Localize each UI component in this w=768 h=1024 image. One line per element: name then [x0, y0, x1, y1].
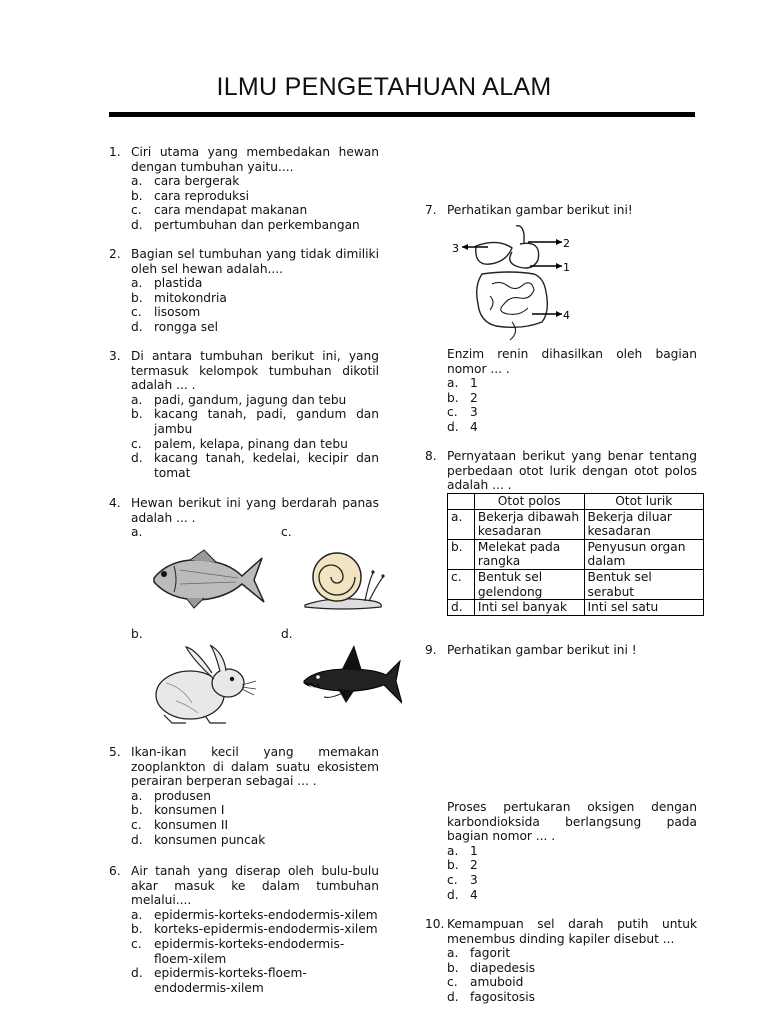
- table-header-row: [448, 494, 704, 510]
- diagram-label-3: 3: [452, 242, 459, 255]
- question-text: Hewan berikut ini yang berdarah panas adalah ... .: [131, 496, 379, 525]
- diagram-label-4: 4: [563, 309, 570, 322]
- diagram-label-2: 2: [563, 237, 570, 250]
- question-number: 9.: [425, 643, 437, 657]
- question-5: [109, 745, 379, 847]
- question-9-continued: [447, 800, 697, 902]
- table-row: c. Bentuk sel gelendong Bentuk sel serabut: [448, 569, 704, 599]
- option: b. kacang tanah, padi, gandum dan jambu: [131, 407, 379, 436]
- option: c. konsumen II: [131, 817, 229, 832]
- option: c. 3: [447, 405, 478, 420]
- question-7: [425, 203, 697, 218]
- question-text: Enzim renin dihasilkan oleh bagian nomor ... .: [447, 347, 697, 376]
- question-number: 2.: [109, 247, 121, 261]
- question-7-continued: [447, 347, 697, 435]
- question-text: Air tanah yang diserap oleh bulu-bulu akar masuk ke dalam tumbuhan melalui....: [131, 864, 379, 908]
- option: c. cara mendapat makanan: [131, 203, 308, 218]
- option: b. diapedesis: [447, 960, 536, 975]
- question-10: [425, 917, 697, 1005]
- option: a. produsen: [131, 788, 211, 803]
- option: a. cara bergerak: [131, 174, 240, 189]
- option: a. 1: [447, 376, 478, 391]
- rabbit-image: [152, 643, 258, 725]
- table-row: d. Inti sel banyak Inti sel satu: [448, 600, 704, 616]
- question-2: [109, 247, 379, 335]
- option: b. 2: [447, 858, 478, 873]
- question-number: 8.: [425, 449, 437, 463]
- question-1: [109, 145, 379, 233]
- option-a-label: a.: [131, 525, 143, 539]
- question-text: Kemampuan sel darah putih untuk menembus dinding kapiler disebut ...: [447, 917, 697, 946]
- option: b. konsumen I: [131, 803, 225, 818]
- question-number: 1.: [109, 145, 121, 159]
- diagram-label-1: 1: [563, 261, 570, 274]
- option: c. epidermis-korteks-endodermis-floem-xilem: [131, 936, 345, 966]
- option: a. 1: [447, 843, 478, 858]
- question-number: 7.: [425, 203, 437, 217]
- table-row: a. Bekerja dibawah kesadaran Bekerja diluar kesadaran: [448, 509, 704, 539]
- option: d. 4: [447, 419, 478, 434]
- option: d. pertumbuhan dan perkembangan: [131, 217, 360, 232]
- option: c. lisosom: [131, 305, 201, 320]
- option: d. konsumen puncak: [131, 832, 266, 847]
- question-text: Perhatikan gambar berikut ini !: [447, 643, 637, 657]
- question-text: Pernyataan berikut yang benar tentang perbedaan otot lurik dengan otot polos adalah ... .: [447, 449, 697, 493]
- question-text: Perhatikan gambar berikut ini!: [447, 203, 633, 217]
- table-header-empty: [448, 494, 475, 510]
- option: d. 4: [447, 887, 478, 902]
- question-4: [109, 496, 379, 525]
- question-number: 6.: [109, 864, 121, 878]
- table-row: b. Melekat pada rangka Penyusun organ dalam: [448, 539, 704, 569]
- question-8: [425, 449, 697, 493]
- question-text: Proses pertukaran oksigen dengan karbondioksida berlangsung pada bagian nomor ... .: [447, 800, 697, 844]
- question-3: [109, 349, 379, 480]
- title-rule: [109, 112, 695, 117]
- question-number: 5.: [109, 745, 121, 759]
- muscle-comparison-table: [447, 493, 704, 616]
- option: a. epidermis-korteks-endodermis-xilem: [131, 907, 378, 922]
- question-number: 3.: [109, 349, 121, 363]
- digestive-system-diagram: [450, 222, 572, 344]
- option: a. fagorit: [447, 946, 511, 961]
- question-text: Bagian sel tumbuhan yang tidak dimiliki oleh sel hewan adalah....: [131, 247, 379, 276]
- table-header: Otot lurik: [584, 494, 704, 510]
- option: b. 2: [447, 390, 478, 405]
- option-d-label: d.: [281, 627, 293, 641]
- option: d. fagositosis: [447, 989, 536, 1004]
- option-b-label: b.: [131, 627, 143, 641]
- question-text: Ciri utama yang membedakan hewan dengan tumbuhan yaitu....: [131, 145, 379, 174]
- question-6: [109, 864, 379, 995]
- option: c. palem, kelapa, pinang dan tebu: [131, 436, 348, 451]
- option: d. epidermis-korteks-floem-endodermis-xilem: [131, 966, 307, 995]
- snail-image: [303, 545, 385, 611]
- option-c-label: c.: [281, 525, 292, 539]
- option: d. kacang tanah, kedelai, kecipir dan tomat: [131, 451, 379, 480]
- option: c. 3: [447, 872, 478, 887]
- option: b. korteks-epidermis-endodermis-xilem: [131, 922, 378, 937]
- option: a. plastida: [131, 276, 203, 291]
- page-title: ILMU PENGETAHUAN ALAM: [216, 73, 552, 101]
- fish-image: [150, 548, 266, 612]
- question-text: Ikan-ikan kecil yang memakan zooplankton di dalam suatu ekosistem perairan berperan sebagai ... .: [131, 745, 379, 789]
- table-header: Otot polos: [474, 494, 584, 510]
- option: d. rongga sel: [131, 319, 218, 334]
- shark-image: [302, 643, 402, 709]
- question-number: 10.: [425, 917, 445, 931]
- option: b. mitokondria: [131, 290, 227, 305]
- question-9: [425, 643, 697, 658]
- option: a. padi, gandum, jagung dan tebu: [131, 392, 347, 407]
- option: c. amuboid: [447, 975, 524, 990]
- question-number: 4.: [109, 496, 121, 510]
- muscle-table-wrapper: [447, 493, 704, 616]
- option: b. cara reproduksi: [131, 188, 249, 203]
- question-text: Di antara tumbuhan berikut ini, yang termasuk kelompok tumbuhan dikotil adalah ... .: [131, 349, 379, 393]
